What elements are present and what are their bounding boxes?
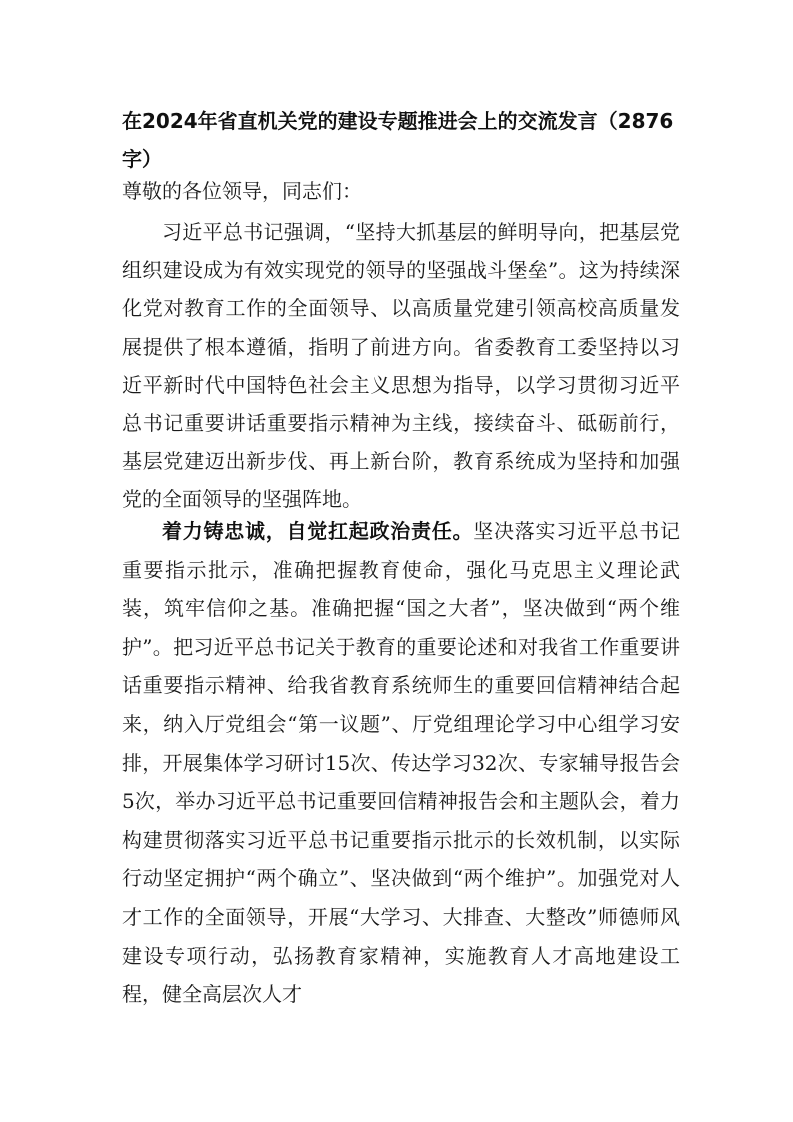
paragraph-1-text: 习近平总书记强调，“坚持大抓基层的鲜明导向，把基层党组织建设成为有效实现党的领导的坚强战斗堡垒”。这为持续深化党对教育工作的全面领导、以高质量党建引领高校高质量发展提供了根本遵循，指明了前进方向。省委教育工委坚持以习近平新时代中国特色社会主义思想为指导，以学习贯彻习近平总书记重要讲话重要指示精神为主线，接续奋斗、砥砺前行，基层党建迈出新步伐、再上新台阶，教育系统成为坚持和加强党的全面领导的坚强阵地。 <box>122 220 680 512</box>
salutation: 尊敬的各位领导，同志们： <box>122 179 362 203</box>
paragraph-2-heading: 着力铸忠诚，自觉扛起政治责任。 <box>162 519 474 543</box>
paragraph-1 <box>122 213 680 519</box>
paragraph-2 <box>122 512 680 1014</box>
document-title: 在2024年省直机关党的建设专题推进会上的交流发言（2876字） <box>122 109 674 171</box>
paragraph-2-text: 坚决落实习近平总书记重要指示批示，准确把握教育使命，强化马克思主义理论武装，筑牢信仰之基。准确把握“国之大者”，坚决做到“两个维护”。把习近平总书记关于教育的重要论述和对我省工作重要讲话重要指示精神、给我省教育系统师生的重要回信精神结合起来，纳入厅党组会“第一议题”、厅党组理论学习中心组学习安排，开展集体学习研讨15次、传达学习32次、专家辅导报告会5次，举办习近平总书记重要回信精神报告会和主题队会，着力构建贯彻落实习近平总书记重要指示批示的长效机制，以实际行动坚定拥护“两个确立”、坚决做到“两个维护”。加强党对人才工作的全面领导，开展“大学习、大排查、大整改”师德师风建设专项行动，弘扬教育家精神，实施教育人才高地建设工程，健全高层次人才 <box>122 519 680 1007</box>
